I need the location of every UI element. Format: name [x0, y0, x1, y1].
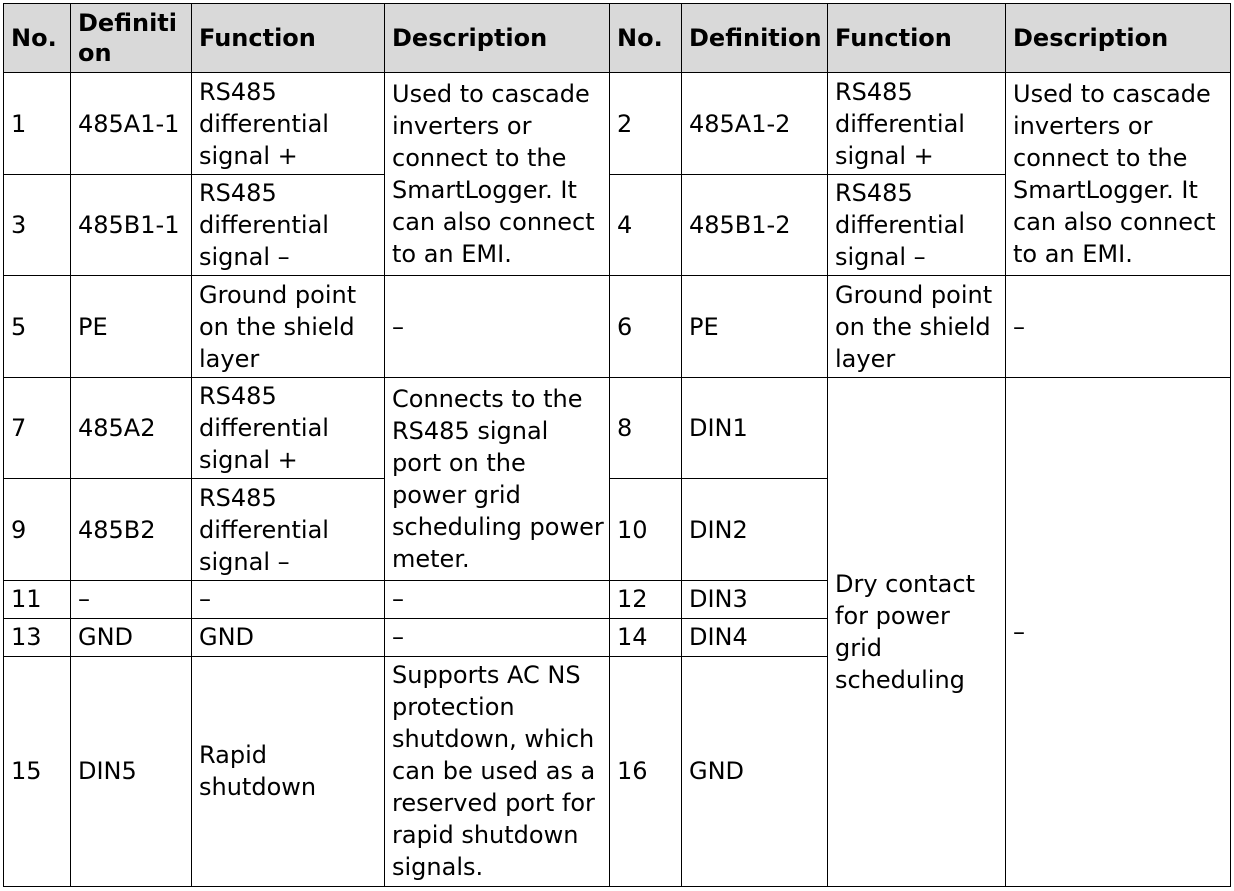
pin-number: 3	[4, 175, 71, 276]
dry-contact-function: Dry contact for power grid scheduling	[828, 378, 1006, 887]
pin-number: 5	[4, 276, 71, 378]
pin-definition: DIN2	[682, 479, 828, 580]
header-definition-left: Definition	[71, 4, 192, 73]
table-row	[4, 276, 1231, 378]
header-function-left: Function	[192, 4, 385, 73]
header-row	[4, 4, 1231, 73]
pin-function: Rapid shutdown	[192, 656, 385, 886]
pin-function: Ground point on the shield layer	[192, 276, 385, 378]
pin-definition: 485B1-2	[682, 175, 828, 276]
pin-number: 15	[4, 656, 71, 886]
pin-definition: –	[71, 580, 192, 618]
pin-function: –	[192, 580, 385, 618]
pin-function: RS485 differential signal –	[828, 175, 1006, 276]
port-definition-table	[3, 3, 1231, 887]
cascade-description-left: Used to cascade inverters or connect to the SmartLogger. It can also connect to an EMI.	[385, 73, 610, 276]
pin-number: 12	[610, 580, 682, 618]
pin-function: RS485 differential signal –	[192, 479, 385, 580]
pin-number: 4	[610, 175, 682, 276]
pin-definition: PE	[682, 276, 828, 378]
pin-definition: DIN5	[71, 656, 192, 886]
pin-number: 8	[610, 378, 682, 479]
header-description-left: Description	[385, 4, 610, 73]
pin-function: RS485 differential signal +	[192, 73, 385, 175]
header-no-left: No.	[4, 4, 71, 73]
pin-number: 6	[610, 276, 682, 378]
pin-function: RS485 differential signal +	[828, 73, 1006, 175]
cascade-description-right: Used to cascade inverters or connect to the SmartLogger. It can also connect to an EMI.	[1006, 73, 1231, 276]
pin-number: 13	[4, 618, 71, 656]
pin-number: 9	[4, 479, 71, 580]
pin-definition: PE	[71, 276, 192, 378]
pin-description: –	[1006, 276, 1231, 378]
pin-definition: 485A2	[71, 378, 192, 479]
pin-definition: DIN3	[682, 580, 828, 618]
pin-definition: DIN1	[682, 378, 828, 479]
pin-definition: GND	[71, 618, 192, 656]
pin-function: RS485 differential signal +	[192, 378, 385, 479]
pin-number: 11	[4, 580, 71, 618]
header-no-right: No.	[610, 4, 682, 73]
meter-description: Connects to the RS485 signal port on the power grid scheduling power meter.	[385, 378, 610, 580]
pin-definition: 485B1-1	[71, 175, 192, 276]
pin-description: Supports AC NS protection shutdown, which can be used as a reserved port for rapid shutdown signals.	[385, 656, 610, 886]
pin-function: RS485 differential signal –	[192, 175, 385, 276]
pin-definition: 485A1-1	[71, 73, 192, 175]
pin-description: –	[385, 276, 610, 378]
pin-function: Ground point on the shield layer	[828, 276, 1006, 378]
pin-number: 1	[4, 73, 71, 175]
header-definition-right: Definition	[682, 4, 828, 73]
pin-description: –	[385, 580, 610, 618]
header-description-right: Description	[1006, 4, 1231, 73]
pin-definition: 485B2	[71, 479, 192, 580]
pin-number: 7	[4, 378, 71, 479]
pin-number: 10	[610, 479, 682, 580]
table-row	[4, 73, 1231, 175]
pin-description: –	[385, 618, 610, 656]
pin-number: 14	[610, 618, 682, 656]
header-function-right: Function	[828, 4, 1006, 73]
pin-definition: GND	[682, 656, 828, 886]
table-row	[4, 378, 1231, 479]
pin-number: 2	[610, 73, 682, 175]
pin-definition: 485A1-2	[682, 73, 828, 175]
pin-number: 16	[610, 656, 682, 886]
pin-definition: DIN4	[682, 618, 828, 656]
pin-function: GND	[192, 618, 385, 656]
dry-contact-description: –	[1006, 378, 1231, 887]
